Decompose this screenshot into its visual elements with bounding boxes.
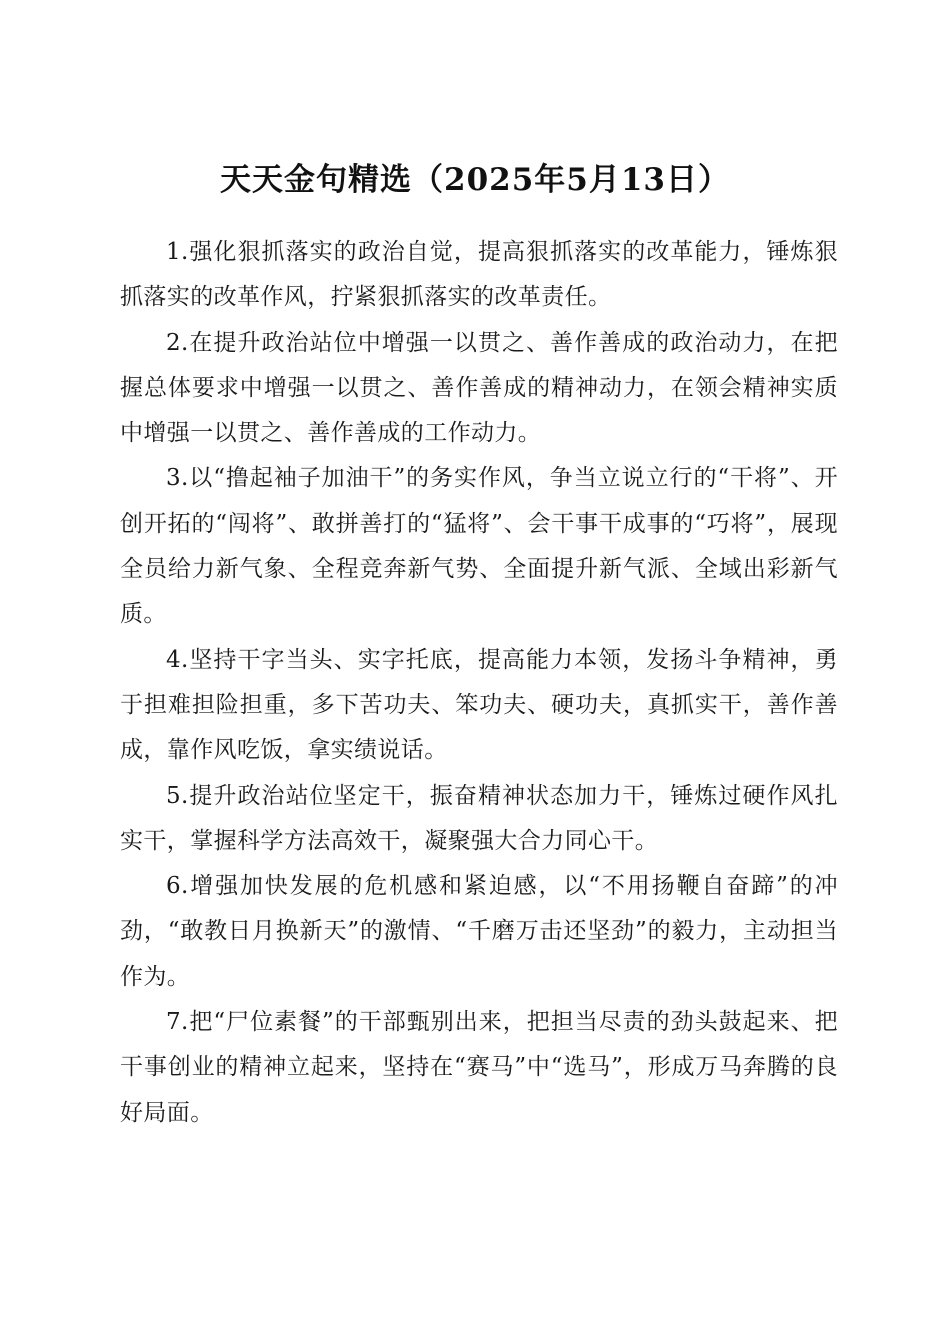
document-body	[120, 230, 838, 1136]
paragraph-5: 5.提升政治站位坚定干，振奋精神状态加力干，锤炼过硬作风扎实干，掌握科学方法高效干，凝聚强大合力同心干。	[120, 782, 838, 854]
paragraph-2: 2.在提升政治站位中增强一以贯之、善作善成的政治动力，在把握总体要求中增强一以贯之、善作善成的精神动力，在领会精神实质中增强一以贯之、善作善成的工作动力。	[120, 329, 838, 447]
paragraph-6: 6.增强加快发展的危机感和紧迫感，以“不用扬鞭自奋蹄”的冲劲，“敢教日月换新天”的激情、“千磨万击还坚劲”的毅力，主动担当作为。	[120, 873, 838, 990]
paragraph-3: 3.以“撸起袖子加油干”的务实作风，争当立说立行的“干将”、开创开拓的“闯将”、敢拼善打的“猛将”、会干事干成事的“巧将”，展现全员给力新气象、全程竞奔新气势、全面提升新气派、全域出彩新气质。	[120, 465, 838, 628]
paragraph-4: 4.坚持干字当头、实字托底，提高能力本领，发扬斗争精神，勇于担难担险担重，多下苦功夫、笨功夫、硬功夫，真抓实干，善作善成，靠作风吃饭，拿实绩说话。	[120, 646, 838, 764]
paragraph-7: 7.把“尸位素餐”的干部甄别出来，把担当尽责的劲头鼓起来、把干事创业的精神立起来，坚持在“赛马”中“选马”，形成万马奔腾的良好局面。	[120, 1009, 838, 1126]
paragraph-1: 1.强化狠抓落实的政治自觉，提高狠抓落实的改革能力，锤炼狠抓落实的改革作风，拧紧狠抓落实的改革责任。	[120, 239, 838, 311]
document-title: 天天金句精选（2025年5月13日）	[220, 161, 730, 198]
